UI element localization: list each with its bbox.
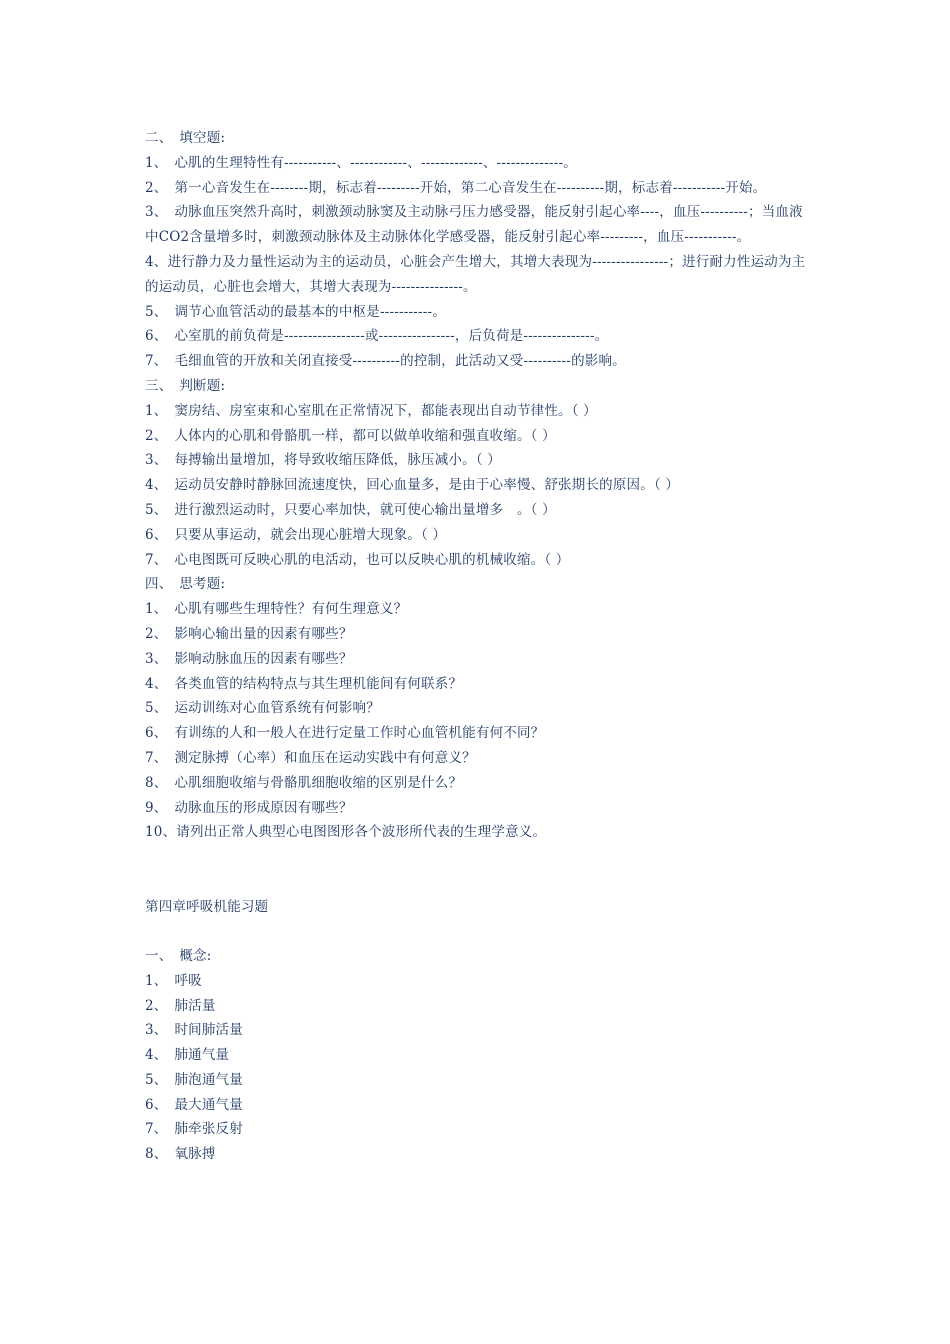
judge-item-2: 2、 人体内的心肌和骨骼肌一样，都可以做单收缩和强直收缩。（ ） <box>145 427 556 444</box>
judge-item-7: 7、 心电图既可反映心肌的电活动，也可以反映心肌的机械收缩。（ ） <box>145 551 570 568</box>
judge-item-1: 1、 窦房结、房室束和心室肌在正常情况下，都能表现出自动节律性。（ ） <box>145 402 597 419</box>
judge-item-5: 5、 进行激烈运动时，只要心率加快，就可使心输出量增多 。（ ） <box>145 501 556 518</box>
judge-item-3: 3、 每搏输出量增加，将导致收缩压降低，脉压减小。（ ） <box>145 452 501 469</box>
think-item-4: 4、 各类血管的结构特点与其生理机能间有何联系？ <box>145 675 463 692</box>
think-item-10: 10、请列出正常人典型心电图图形各个波形所代表的生理学意义。 <box>145 824 547 841</box>
think-item-8: 8、 心肌细胞收缩与骨骼肌细胞收缩的区别是什么？ <box>145 774 463 791</box>
think-item-3: 3、 影响动脉血压的因素有哪些？ <box>145 650 353 667</box>
fill-item-1: 1、 心肌的生理特性有-----------、------------、-------------、--------------。 <box>145 154 577 171</box>
section-heading-think: 四、 思考题: <box>145 576 226 593</box>
think-item-9: 9、 动脉血压的形成原因有哪些？ <box>145 799 353 816</box>
concept-item-5: 5、 肺泡通气量 <box>145 1071 243 1088</box>
section-spacer <box>145 845 813 895</box>
chapter-title: 第四章呼吸机能习题 <box>145 899 269 916</box>
concept-item-2: 2、 肺活量 <box>145 997 216 1014</box>
think-item-2: 2、 影响心输出量的因素有哪些？ <box>145 625 353 642</box>
concept-item-6: 6、 最大通气量 <box>145 1096 243 1113</box>
concept-item-3: 3、 时间肺活量 <box>145 1022 243 1039</box>
think-item-7: 7、 测定脉搏（心率）和血压在运动实践中有何意义？ <box>145 749 476 766</box>
concept-item-7: 7、 肺牵张反射 <box>145 1121 243 1138</box>
fill-item-7: 7、 毛细血管的开放和关闭直接受----------的控制，此活动又受----------的影响。 <box>145 353 626 370</box>
fill-item-3: 3、 动脉血压突然升高时，刺激颈动脉窦及主动脉弓压力感受器，能反射引起心率----，血压----------；当血液中CO2含量增多时，刺激颈动脉体及主动脉体化学感受器，能反射引起心率---------，血压-----------。 <box>145 204 803 246</box>
think-item-5: 5、 运动训练对心血管系统有何影响？ <box>145 700 380 717</box>
think-item-6: 6、 有训练的人和一般人在进行定量工作时心血管机能有何不同？ <box>145 725 545 742</box>
title-spacer <box>145 920 813 944</box>
section-heading-concept: 一、 概念: <box>145 947 212 964</box>
judge-item-6: 6、 只要从事运动，就会出现心脏增大现象。（ ） <box>145 526 447 543</box>
fill-item-5: 5、 调节心血管活动的最基本的中枢是-----------。 <box>145 303 447 320</box>
section-heading-judge: 三、 判断题: <box>145 377 226 394</box>
think-item-1: 1、 心肌有哪些生理特性？有何生理意义？ <box>145 601 408 618</box>
fill-item-4: 4、进行静力及力量性运动为主的运动员，心脏会产生增大，其增大表现为----------------；进行耐力性运动为主的运动员，心脏也会增大，其增大表现为---------------。 <box>145 253 806 295</box>
judge-item-4: 4、 运动员安静时静脉回流速度快，回心血量多，是由于心率慢、舒张期长的原因。（ ） <box>145 477 680 494</box>
concept-item-8: 8、 氧脉搏 <box>145 1146 216 1163</box>
concept-item-4: 4、 肺通气量 <box>145 1047 230 1064</box>
concept-item-1: 1、 呼吸 <box>145 972 202 989</box>
document-page <box>145 126 813 1167</box>
section-heading-fill: 二、 填空题: <box>145 130 226 146</box>
fill-item-6: 6、 心室肌的前负荷是-----------------或----------------，后负荷是---------------。 <box>145 328 609 345</box>
fill-item-2: 2、 第一心音发生在--------期，标志着---------开始，第二心音发生在----------期，标志着-----------开始。 <box>145 179 767 196</box>
